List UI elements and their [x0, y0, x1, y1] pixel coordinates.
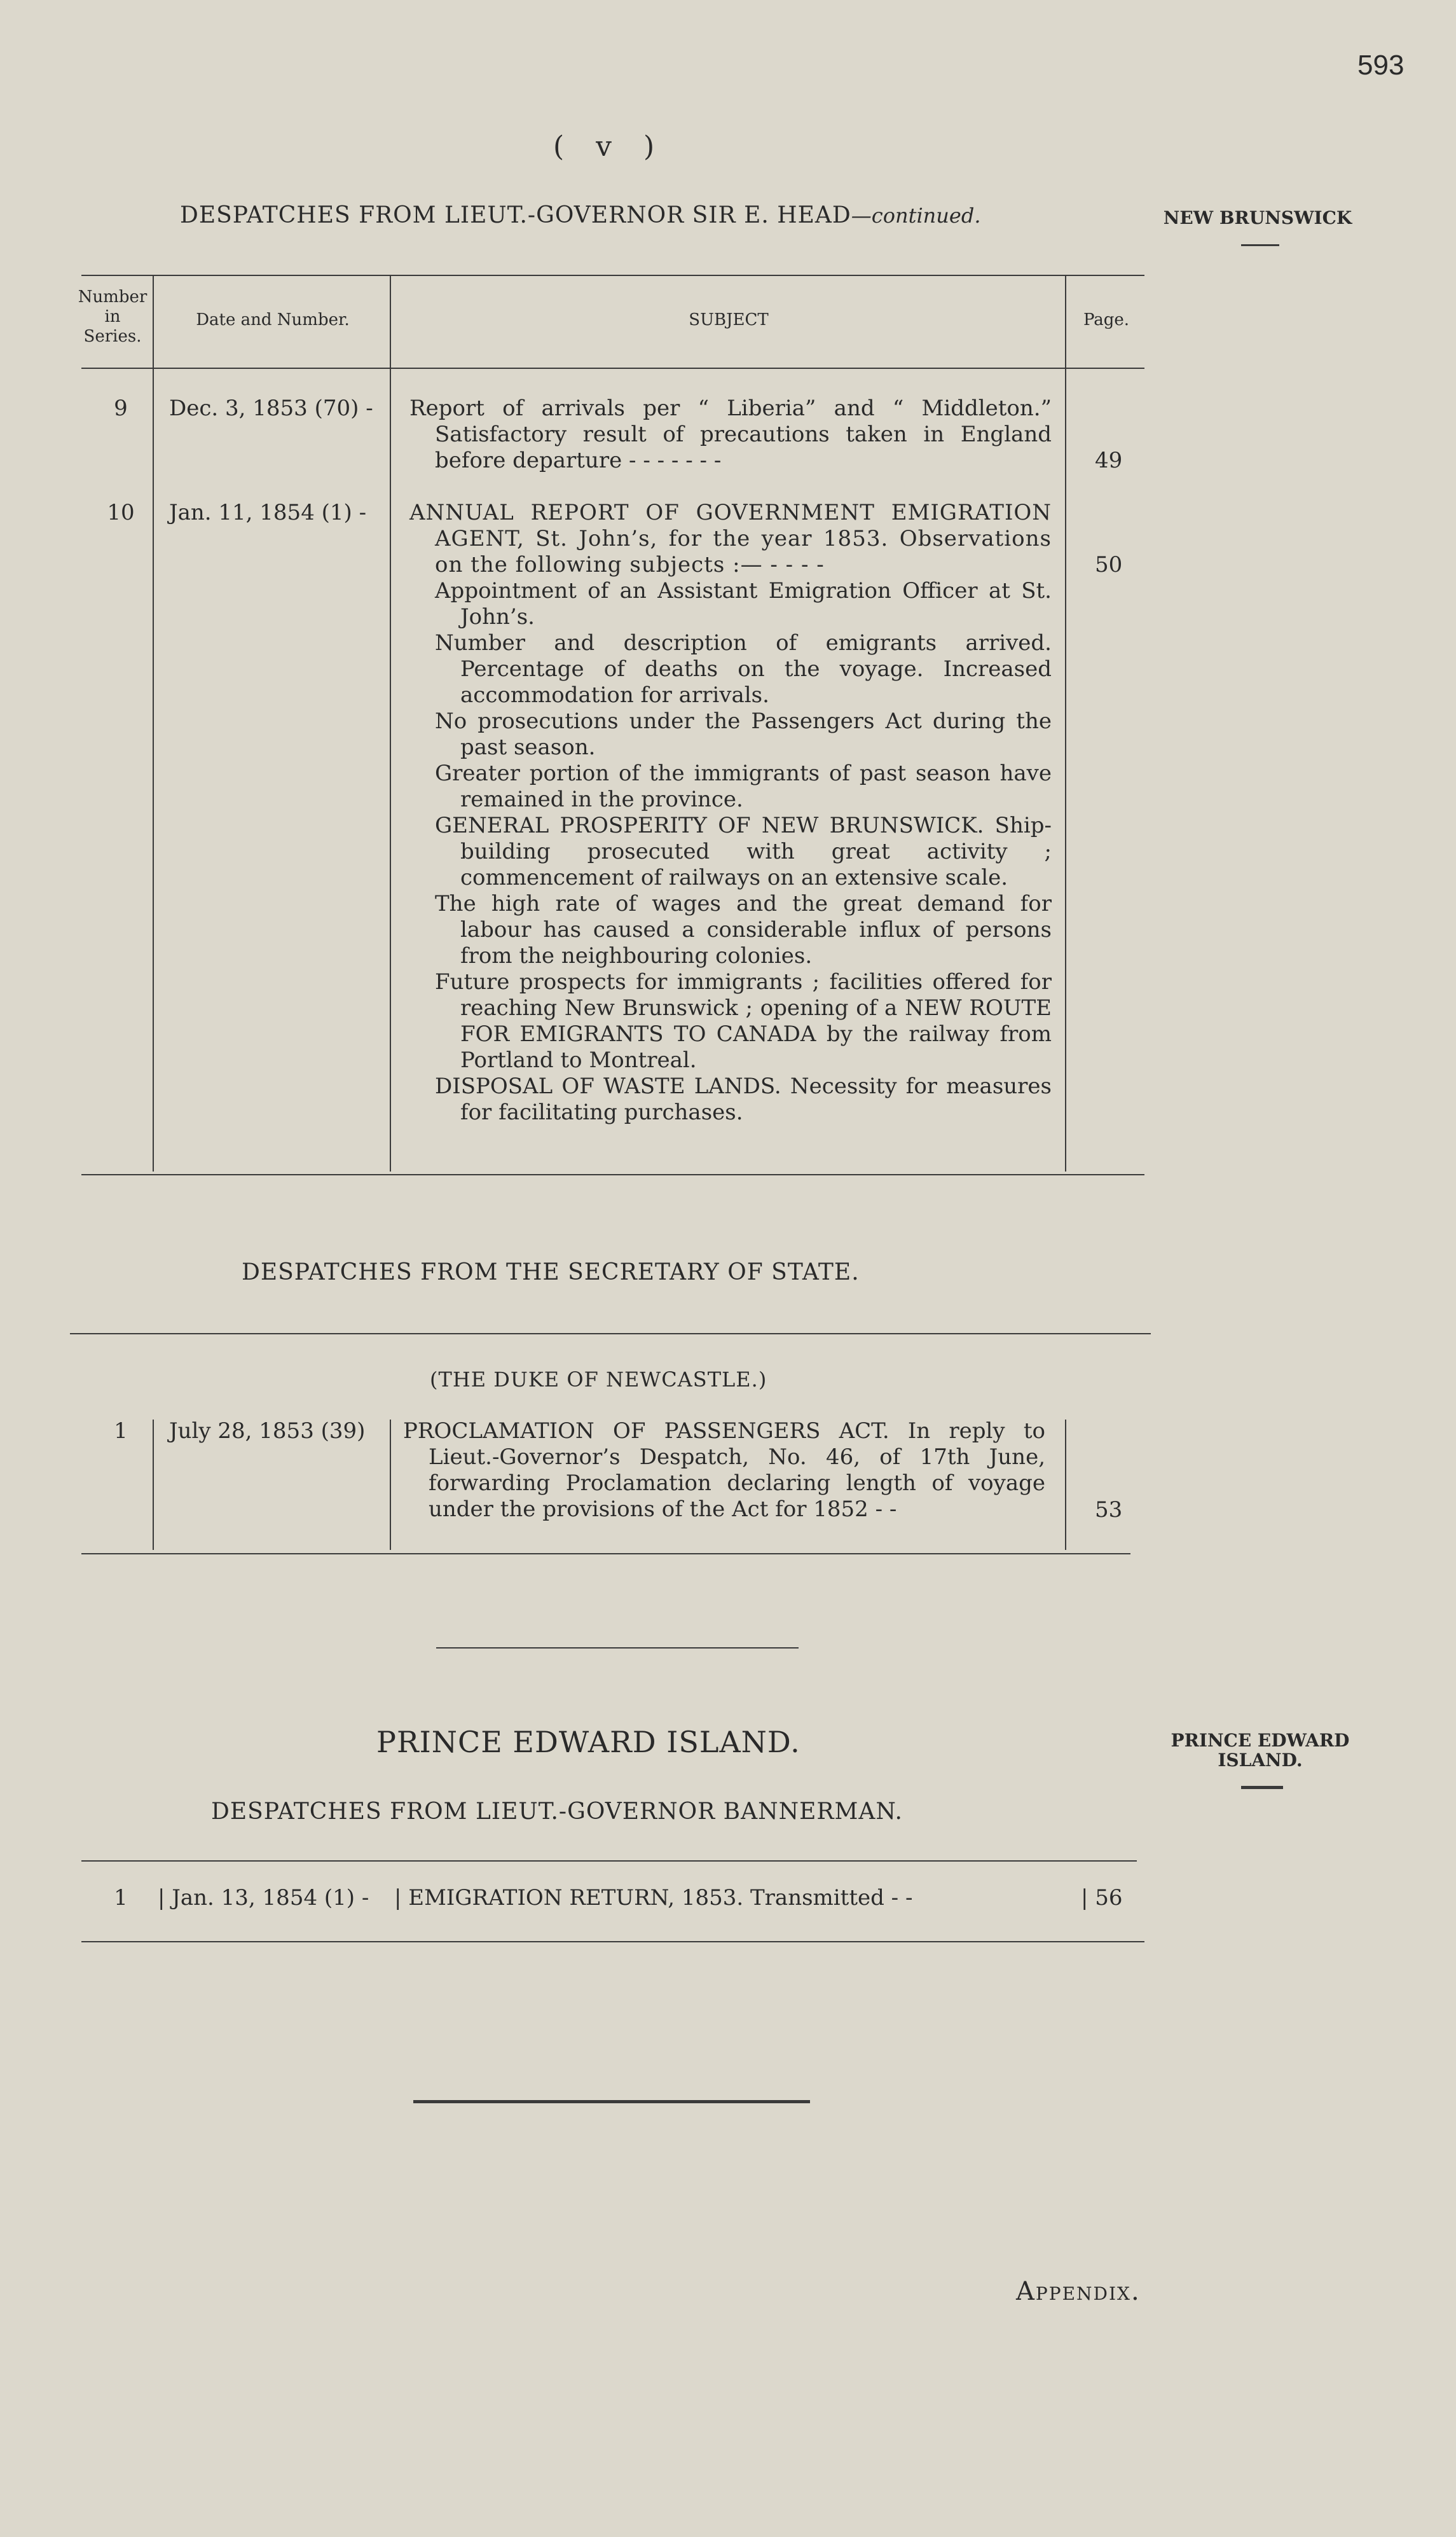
table-bottom-rule: [81, 1174, 1144, 1175]
subject-item: Number and description of emigrants arrived. Percentage of deaths on the voyage. Increased accommodation for arrivals.: [435, 630, 1052, 708]
row-subject: [403, 1418, 1045, 1523]
row-page: 49: [1095, 448, 1123, 473]
subject-item: DISPOSAL OF WASTE LANDS. Necessity for measures for facilitating purchases.: [435, 1074, 1052, 1125]
column-divider: [390, 1420, 391, 1550]
end-rule: [413, 2100, 810, 2103]
row-number: 1: [114, 1885, 128, 1911]
table-top-rule: [81, 275, 1144, 276]
subject-item: Greater portion of the immigrants of past season have remained in the province.: [435, 761, 1052, 812]
column-header-page: Page.: [1083, 310, 1130, 329]
row-page: 50: [1095, 552, 1123, 577]
subject-text: ANNUAL REPORT OF GOVERNMENT EMIGRATION AGENT, St. John’s, for the year 1853. Observations on the following subjects :— - - - -: [409, 500, 1052, 577]
page-number: 593: [1357, 50, 1404, 81]
separator-rule: [436, 1647, 799, 1649]
row-page: 53: [1095, 1497, 1123, 1523]
section-subheading: (THE DUKE OF NEWCASTLE.): [430, 1367, 767, 1392]
column-header-number: Number in Series.: [78, 287, 148, 347]
row-subject: [409, 500, 1052, 1126]
row-date: July 28, 1853 (39): [169, 1418, 366, 1444]
section-title-prince-edward-island: PRINCE EDWARD ISLAND.: [376, 1725, 800, 1759]
column-divider: [153, 275, 154, 1172]
column-header-date: Date and Number.: [196, 310, 350, 329]
table-bottom-rule: [81, 1553, 1130, 1554]
section-rule: [70, 1333, 1151, 1334]
subject-item: Future prospects for immigrants ; facilities offered for reaching New Brunswick ; opening of a NEW ROUTE FOR EMIGRANTS TO CANADA by the railway from Portland to Montreal.: [435, 969, 1052, 1073]
heading-continued: —continued.: [851, 204, 981, 228]
margin-label-new-brunswick: NEW BRUNSWICK: [1163, 207, 1352, 228]
row-date: Jan. 11, 1854 (1) -: [169, 500, 367, 525]
roman-page-marker: ( v ): [553, 130, 666, 163]
row-date: | Jan. 13, 1854 (1) -: [158, 1885, 369, 1911]
subject-item: The high rate of wages and the great demand for labour has caused a considerable influx of persons from the neighbouring colonies.: [435, 891, 1052, 969]
section-heading-bannerman: DESPATCHES FROM LIEUT.-GOVERNOR BANNERMAN.: [211, 1799, 903, 1825]
row-number: 1: [114, 1418, 128, 1444]
table-header-rule: [81, 368, 1144, 369]
column-divider: [1065, 1420, 1066, 1550]
row-number: 9: [114, 396, 128, 421]
margin-label-prince-edward-island: PRINCE EDWARD ISLAND.: [1171, 1730, 1350, 1771]
subject-item: Appointment of an Assistant Emigration Officer at St. John’s.: [435, 578, 1052, 630]
subject-text: Report of arrivals per “ Liberia” and “ Middleton.” Satisfactory result of precautions taken in England before departure - - - - - - -: [409, 396, 1052, 473]
margin-rule: [1241, 1786, 1283, 1789]
row-subject: | EMIGRATION RETURN, 1853. Transmitted - -: [394, 1885, 913, 1911]
row-page: | 56: [1081, 1885, 1123, 1911]
catchword: Appendix.: [1016, 2277, 1141, 2306]
heading-text: DESPATCHES FROM LIEUT.-GOVERNOR SIR E. HEAD: [180, 202, 851, 228]
section-heading-secretary: DESPATCHES FROM THE SECRETARY OF STATE.: [242, 1259, 860, 1285]
column-divider: [1065, 275, 1066, 1172]
row-date: Dec. 3, 1853 (70) -: [169, 396, 373, 421]
subject-item: No prosecutions under the Passengers Act during the past season.: [435, 709, 1052, 760]
row-number: 10: [107, 500, 135, 525]
subject-item: GENERAL PROSPERITY OF NEW BRUNSWICK. Ship-building prosecuted with great activity ; commencement of railways on an extensive scale.: [435, 813, 1052, 890]
column-header-subject: SUBJECT: [689, 310, 769, 329]
table-bottom-rule: [81, 1941, 1144, 1942]
column-divider: [390, 275, 391, 1172]
section-heading-new-brunswick: [180, 202, 980, 228]
column-divider: [153, 1420, 154, 1550]
margin-rule: [1241, 244, 1279, 246]
row-subject: [409, 396, 1052, 474]
table-top-rule: [81, 1860, 1137, 1862]
subject-text: PROCLAMATION OF PASSENGERS ACT. In reply to Lieut.-Governor’s Despatch, No. 46, of 17th June, forwarding Proclamation declaring length of voyage under the provisions of the Act for 1852 - -: [403, 1418, 1045, 1522]
